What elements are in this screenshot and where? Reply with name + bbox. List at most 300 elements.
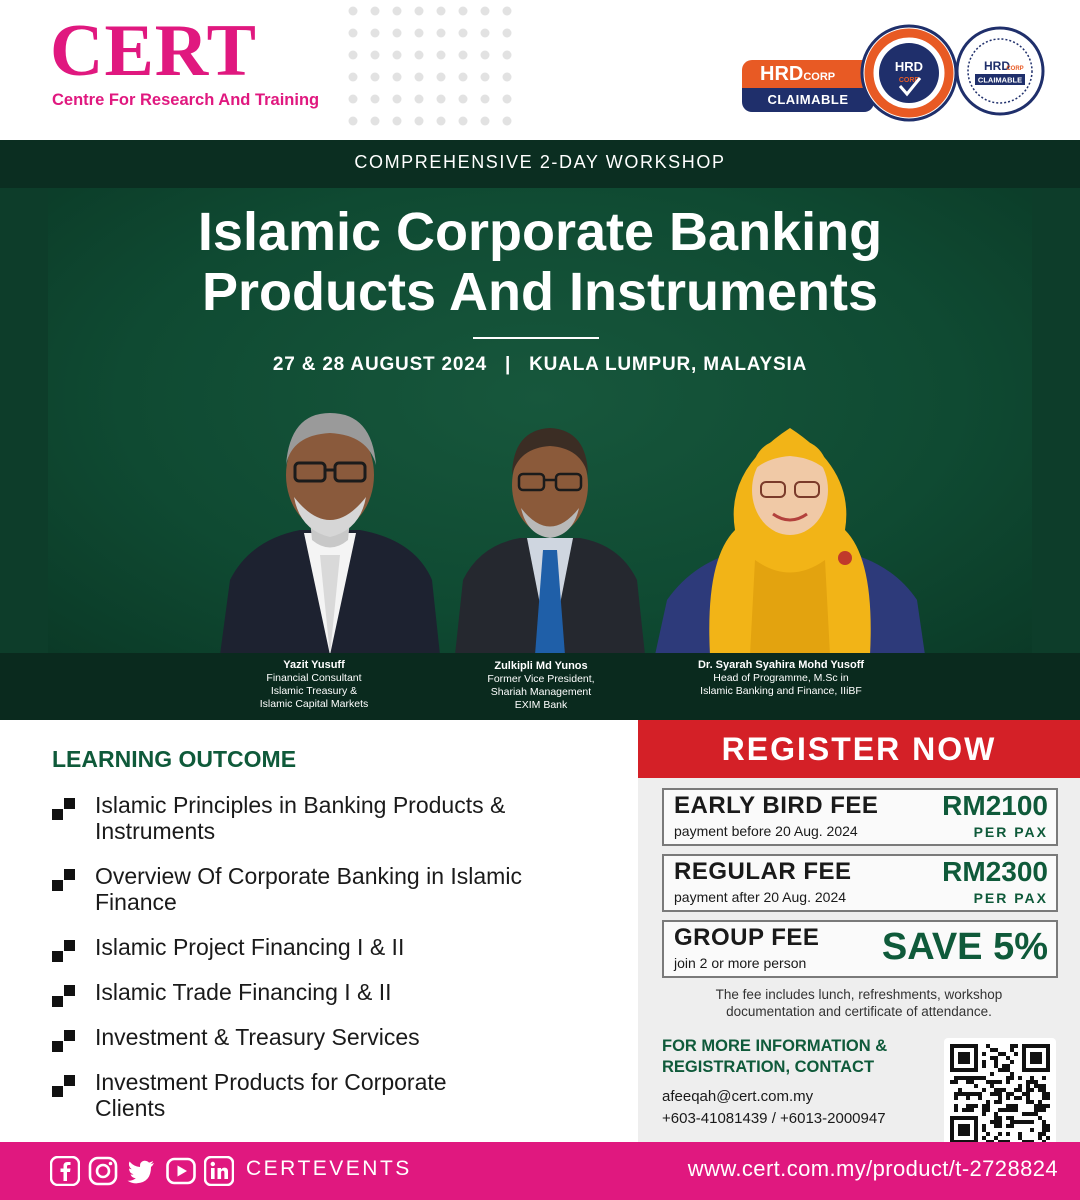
decorative-dot (371, 7, 380, 16)
decorative-dot (371, 51, 380, 60)
qr-module (982, 1064, 986, 1068)
qr-module (970, 1068, 974, 1072)
qr-module (982, 1104, 986, 1108)
youtube-icon[interactable] (166, 1156, 196, 1186)
qr-module (954, 1068, 958, 1072)
qr-module (1022, 1120, 1026, 1124)
fee-label: GROUP FEE (674, 924, 820, 951)
qr-module (974, 1132, 978, 1136)
qr-module (1010, 1124, 1014, 1128)
decorative-dot (349, 7, 358, 16)
speaker-role: Financial Consultant (266, 672, 362, 684)
qr-module (998, 1132, 1002, 1136)
registration-qr-code-icon[interactable] (944, 1038, 1056, 1150)
checker-bullet-icon (52, 869, 76, 891)
qr-module (966, 1116, 970, 1120)
cert-logo[interactable]: CERT (50, 10, 257, 92)
speaker-role: Former Vice President, (487, 673, 595, 685)
qr-module (1046, 1056, 1050, 1060)
outcome-text: Overview Of Corporate Banking in Islamic (95, 863, 522, 889)
qr-module (1026, 1088, 1030, 1092)
outcome-text: Finance (95, 889, 177, 915)
decorative-dot (503, 73, 512, 82)
qr-module (998, 1092, 1002, 1096)
qr-module (990, 1092, 994, 1096)
linkedin-icon[interactable] (204, 1156, 234, 1186)
speaker-role: Head of Programme, M.Sc in (713, 672, 849, 684)
event-date-location (0, 354, 1080, 376)
fee-note: payment before 20 Aug. 2024 (674, 823, 858, 839)
qr-module (954, 1096, 958, 1100)
qr-module (974, 1092, 978, 1096)
hrd-corp-claimable-badge (742, 60, 874, 112)
fee-unit: PER PAX (973, 890, 1048, 906)
qr-module (1042, 1120, 1046, 1124)
speaker-role: Islamic Capital Markets (259, 698, 369, 710)
qr-module (950, 1136, 954, 1140)
qr-module (966, 1068, 970, 1072)
qr-module (1026, 1080, 1030, 1084)
qr-module (974, 1064, 978, 1068)
fee-label: EARLY BIRD FEE (674, 792, 879, 819)
qr-module (982, 1088, 986, 1092)
outcome-text: Islamic Trade Financing I & II (95, 979, 392, 1005)
qr-module (982, 1112, 986, 1116)
qr-module (1006, 1068, 1010, 1072)
logo-tagline: Centre For Research And Training (52, 91, 320, 109)
qr-module (966, 1092, 970, 1096)
qr-module (1006, 1096, 1010, 1100)
speaker-name: Yazit Yusuff (283, 659, 345, 671)
fee-discount: SAVE 5% (881, 926, 1048, 968)
workshop-title-line1: Islamic Corporate Banking (197, 202, 883, 262)
qr-module (1038, 1068, 1042, 1072)
workshop-type: COMPREHENSIVE 2-DAY WORKSHOP (354, 152, 726, 172)
qr-module (954, 1080, 958, 1084)
qr-module (962, 1132, 966, 1136)
decorative-dot (503, 117, 512, 126)
qr-module (966, 1096, 970, 1100)
qr-module (994, 1112, 998, 1116)
qr-module (1038, 1132, 1042, 1136)
contact-heading-line: REGISTRATION, CONTACT (662, 1058, 875, 1076)
qr-module (1030, 1120, 1034, 1124)
qr-module (962, 1060, 966, 1064)
decorative-dot (393, 7, 402, 16)
qr-module (970, 1092, 974, 1096)
qr-module (1018, 1088, 1022, 1092)
qr-module (1030, 1056, 1034, 1060)
checker-bullet-icon (52, 798, 76, 820)
qr-module (958, 1068, 962, 1072)
qr-module (1034, 1080, 1038, 1084)
register-now-button[interactable]: REGISTER NOW (638, 720, 1080, 778)
speaker-role: Islamic Banking and Finance, IIiBF (700, 685, 862, 697)
qr-module (962, 1076, 966, 1080)
qr-module (978, 1096, 982, 1100)
qr-module (970, 1080, 974, 1084)
decorative-dot (503, 7, 512, 16)
qr-module (1038, 1056, 1042, 1060)
qr-module (1014, 1088, 1018, 1092)
svg-text:CLAIMABLE: CLAIMABLE (977, 75, 1023, 85)
decorative-dot (393, 29, 402, 38)
qr-module (1034, 1108, 1038, 1112)
qr-module (986, 1108, 990, 1112)
qr-module (950, 1128, 954, 1132)
qr-module (958, 1124, 962, 1128)
qr-module (978, 1076, 982, 1080)
learning-outcome-section (0, 720, 638, 1142)
decorative-dot (459, 117, 468, 126)
qr-module (1014, 1108, 1018, 1112)
qr-module (1006, 1092, 1010, 1096)
hrd-brand-suffix: CORP (803, 71, 836, 83)
qr-module (958, 1116, 962, 1120)
qr-module (974, 1136, 978, 1140)
qr-module (974, 1116, 978, 1120)
qr-module (1018, 1076, 1022, 1080)
qr-module (966, 1108, 970, 1112)
decorative-dot (481, 95, 490, 104)
qr-module (1042, 1124, 1046, 1128)
qr-module (962, 1068, 966, 1072)
qr-module (966, 1044, 970, 1048)
qr-module (986, 1104, 990, 1108)
qr-module (1010, 1044, 1014, 1048)
qr-module (950, 1044, 954, 1048)
qr-module (990, 1072, 994, 1076)
qr-module (982, 1128, 986, 1132)
qr-module (998, 1108, 1002, 1112)
qr-module (974, 1120, 978, 1124)
qr-module (1010, 1060, 1014, 1064)
qr-module (1026, 1096, 1030, 1100)
decorative-dot (481, 29, 490, 38)
checker-bullet-icon (52, 985, 76, 1007)
qr-module (990, 1084, 994, 1088)
qr-module (1046, 1128, 1050, 1132)
decorative-dot-grid (348, 6, 518, 126)
qr-module (962, 1108, 966, 1112)
qr-module (1042, 1092, 1046, 1096)
qr-module (962, 1124, 966, 1128)
facebook-icon[interactable] (50, 1156, 80, 1186)
qr-module (998, 1088, 1002, 1092)
fee-includes-line: documentation and certificate of attendance. (726, 1004, 992, 1019)
title-divider (473, 337, 599, 339)
qr-module (1042, 1108, 1046, 1112)
decorative-dot (481, 7, 490, 16)
qr-module (1010, 1076, 1014, 1080)
qr-module (982, 1076, 986, 1080)
qr-module (970, 1104, 974, 1108)
qr-module (974, 1104, 978, 1108)
qr-module (974, 1052, 978, 1056)
decorative-dot (415, 95, 424, 104)
learning-outcome-heading: LEARNING OUTCOME (52, 746, 297, 772)
qr-module (1034, 1068, 1038, 1072)
qr-module (1038, 1060, 1042, 1064)
qr-module (974, 1124, 978, 1128)
fee-label: REGULAR FEE (674, 858, 852, 885)
qr-module (1038, 1084, 1042, 1088)
qr-module (1010, 1048, 1014, 1052)
qr-module (1006, 1056, 1010, 1060)
qr-module (1006, 1064, 1010, 1068)
qr-module (1014, 1096, 1018, 1100)
qr-module (974, 1044, 978, 1048)
decorative-dot (349, 51, 358, 60)
qr-module (1026, 1112, 1030, 1116)
decorative-dot (459, 95, 468, 104)
qr-module (974, 1128, 978, 1132)
checker-bullet-icon (52, 1030, 76, 1052)
qr-module (994, 1056, 998, 1060)
speaker-role: EXIM Bank (514, 699, 568, 711)
fee-price: RM2100 (942, 790, 1048, 821)
qr-module (1022, 1092, 1026, 1096)
qr-module (966, 1056, 970, 1060)
svg-text:CORP: CORP (1006, 66, 1024, 72)
qr-module (1030, 1080, 1034, 1084)
qr-module (990, 1048, 994, 1052)
qr-module (1026, 1100, 1030, 1104)
qr-module (1038, 1108, 1042, 1112)
qr-module (1022, 1068, 1026, 1072)
fee-note: join 2 or more person (674, 955, 807, 971)
qr-module (1030, 1112, 1034, 1116)
speaker-photo-syarah (655, 410, 925, 655)
qr-module (962, 1116, 966, 1120)
speaker-role: Shariah Management (490, 686, 592, 698)
decorative-dot (393, 117, 402, 126)
qr-module (998, 1096, 1002, 1100)
fee-includes-note (658, 986, 1060, 1020)
qr-module (1002, 1108, 1006, 1112)
event-separator: | (505, 354, 512, 375)
qr-module (1046, 1104, 1050, 1108)
outcome-text: Islamic Principles in Banking Products & (95, 792, 506, 818)
qr-module (950, 1116, 954, 1120)
header (0, 0, 1080, 140)
qr-module (1022, 1112, 1026, 1116)
qr-module (1030, 1128, 1034, 1132)
qr-module (962, 1052, 966, 1056)
qr-module (954, 1108, 958, 1112)
checker-bullet-icon (52, 1075, 76, 1097)
qr-module (1026, 1092, 1030, 1096)
decorative-dot (503, 51, 512, 60)
social-handle[interactable]: CERTEVENTS (246, 1157, 412, 1180)
qr-module (1042, 1132, 1046, 1136)
qr-module (1026, 1068, 1030, 1072)
decorative-dot (459, 29, 468, 38)
qr-module (1010, 1104, 1014, 1108)
qr-module (950, 1132, 954, 1136)
outcome-text: Instruments (95, 818, 216, 844)
decorative-dot (371, 29, 380, 38)
qr-module (1010, 1092, 1014, 1096)
decorative-dot (481, 117, 490, 126)
hrd-brand: HRD (760, 63, 804, 85)
qr-module (1006, 1076, 1010, 1080)
qr-module (998, 1116, 1002, 1120)
regular-fee-box (662, 854, 1058, 912)
qr-module (1046, 1044, 1050, 1048)
qr-module (1034, 1044, 1038, 1048)
decorative-dot (481, 73, 490, 82)
qr-module (966, 1132, 970, 1136)
qr-module (978, 1092, 982, 1096)
qr-module (1022, 1056, 1026, 1060)
qr-module (1018, 1132, 1022, 1136)
decorative-dot (349, 117, 358, 126)
qr-module (1030, 1052, 1034, 1056)
qr-module (982, 1124, 986, 1128)
qr-module (1010, 1072, 1014, 1076)
decorative-dot (459, 51, 468, 60)
qr-module (1026, 1120, 1030, 1124)
decorative-dot (481, 51, 490, 60)
qr-module (1014, 1104, 1018, 1108)
qr-module (1046, 1068, 1050, 1072)
contact-phone-numbers[interactable]: +603-41081439 / +6013-2000947 (662, 1110, 886, 1127)
qr-module (990, 1056, 994, 1060)
qr-module (986, 1132, 990, 1136)
decorative-dot (371, 73, 380, 82)
decorative-dot (437, 95, 446, 104)
qr-module (966, 1052, 970, 1056)
qr-module (1006, 1080, 1010, 1084)
qr-module (1038, 1136, 1042, 1140)
qr-module (958, 1076, 962, 1080)
qr-module (1042, 1104, 1046, 1108)
qr-module (1022, 1044, 1026, 1048)
qr-module (1042, 1076, 1046, 1080)
svg-text:CORP: CORP (898, 77, 920, 84)
qr-module (1046, 1136, 1050, 1140)
contact-heading (662, 1036, 942, 1078)
qr-module (1002, 1068, 1006, 1072)
qr-module (954, 1104, 958, 1108)
qr-module (994, 1080, 998, 1084)
decorative-dot (437, 29, 446, 38)
qr-module (1038, 1104, 1042, 1108)
qr-module (1026, 1044, 1030, 1048)
qr-module (994, 1136, 998, 1140)
early-bird-fee-box (662, 788, 1058, 846)
qr-module (1046, 1060, 1050, 1064)
qr-module (1030, 1044, 1034, 1048)
decorative-dot (349, 95, 358, 104)
decorative-dot (371, 95, 380, 104)
hero-banner (0, 140, 1080, 720)
fee-note: payment after 20 Aug. 2024 (674, 889, 847, 905)
speaker-caption (676, 659, 886, 698)
qr-module (950, 1056, 954, 1060)
decorative-dot (415, 7, 424, 16)
qr-module (950, 1052, 954, 1056)
decorative-dot (459, 73, 468, 82)
qr-module (994, 1092, 998, 1096)
qr-module (1022, 1060, 1026, 1064)
qr-module (950, 1060, 954, 1064)
qr-module (1042, 1096, 1046, 1100)
qr-module (1030, 1088, 1034, 1092)
decorative-dot (415, 117, 424, 126)
qr-module (1034, 1056, 1038, 1060)
qr-module (954, 1076, 958, 1080)
qr-module (1002, 1088, 1006, 1092)
qr-module (986, 1100, 990, 1104)
qr-module (1026, 1084, 1030, 1088)
qr-module (966, 1080, 970, 1084)
qr-module (1006, 1104, 1010, 1108)
instagram-icon[interactable] (88, 1156, 118, 1186)
qr-module (1046, 1092, 1050, 1096)
decorative-dot (437, 73, 446, 82)
qr-module (1010, 1108, 1014, 1112)
decorative-dot (415, 51, 424, 60)
product-url-link[interactable]: www.cert.com.my/product/t-2728824 (687, 1156, 1058, 1181)
qr-module (1030, 1076, 1034, 1080)
qr-module (950, 1120, 954, 1124)
qr-module (1046, 1096, 1050, 1100)
qr-module (950, 1068, 954, 1072)
twitter-icon[interactable] (126, 1156, 156, 1186)
fee-unit: PER PAX (973, 824, 1048, 840)
qr-module (1014, 1120, 1018, 1124)
qr-module (1034, 1084, 1038, 1088)
qr-module (950, 1080, 954, 1084)
qr-module (1006, 1124, 1010, 1128)
qr-module (974, 1048, 978, 1052)
qr-module (1006, 1116, 1010, 1120)
qr-module (1038, 1052, 1042, 1056)
qr-module (1042, 1128, 1046, 1132)
qr-module (1018, 1084, 1022, 1088)
speaker-caption (441, 660, 641, 712)
qr-module (1034, 1060, 1038, 1064)
contact-email-link[interactable]: afeeqah@cert.com.my (662, 1088, 814, 1105)
fee-includes-line: The fee includes lunch, refreshments, workshop (715, 987, 1003, 1002)
qr-module (998, 1124, 1002, 1128)
qr-module (982, 1060, 986, 1064)
group-fee-box (662, 920, 1058, 978)
qr-module (1046, 1048, 1050, 1052)
qr-module (994, 1120, 998, 1124)
qr-module (966, 1128, 970, 1132)
decorative-dot (437, 117, 446, 126)
qr-module (982, 1052, 986, 1056)
qr-module (1046, 1064, 1050, 1068)
qr-module (970, 1076, 974, 1080)
decorative-dot (503, 95, 512, 104)
qr-module (958, 1044, 962, 1048)
qr-module (1006, 1132, 1010, 1136)
hrd-corp-claimable-seal (955, 26, 1045, 116)
qr-module (998, 1052, 1002, 1056)
qr-module (958, 1132, 962, 1136)
qr-module (994, 1060, 998, 1064)
qr-module (982, 1136, 986, 1140)
decorative-dot (349, 73, 358, 82)
qr-module (1042, 1068, 1046, 1072)
workshop-title-line2: Products And Instruments (201, 262, 879, 322)
decorative-dot (503, 29, 512, 38)
qr-module (970, 1116, 974, 1120)
